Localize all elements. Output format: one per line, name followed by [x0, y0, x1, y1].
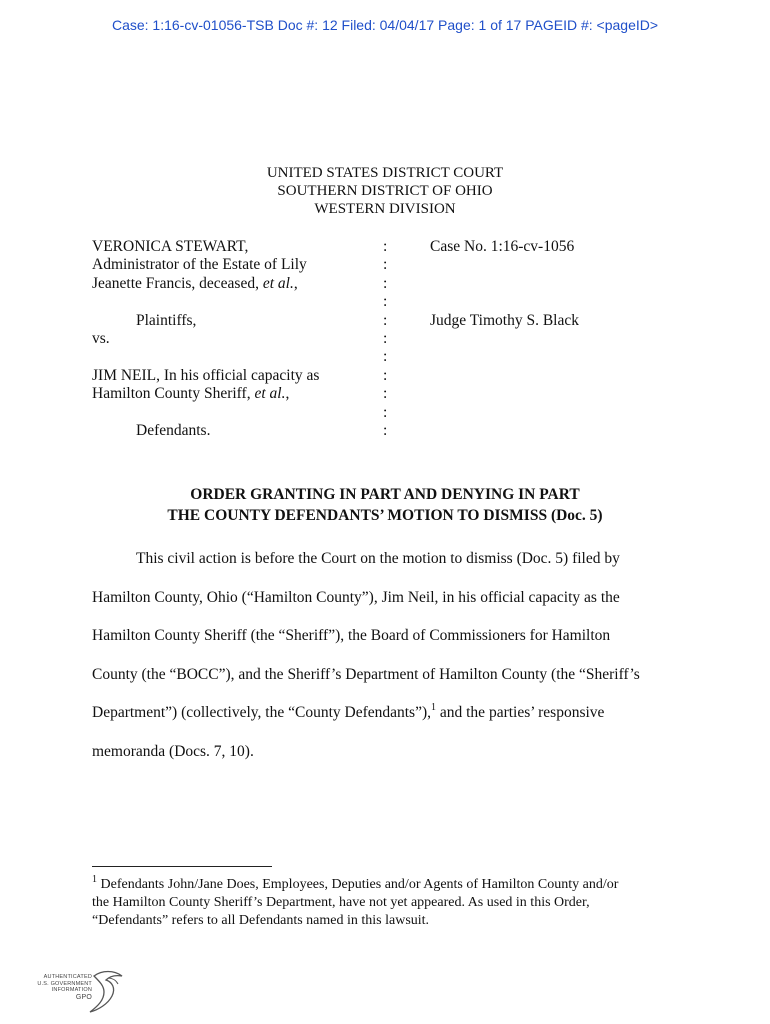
defendant-name: JIM NEIL, In his official capacity as [92, 366, 320, 384]
plaintiff-description-2: Jeanette Francis, deceased, et al., [92, 274, 298, 292]
plaintiffs-label: Plaintiffs, [136, 311, 197, 329]
footnote-divider [92, 866, 272, 867]
plaintiff-description-1: Administrator of the Estate of Lily [92, 256, 307, 274]
defendants-label: Defendants. [136, 422, 211, 440]
order-title: ORDER GRANTING IN PART AND DENYING IN PART THE COUNTY DEFENDANTS’ MOTION TO DISMISS (Doc. 5) [167, 486, 603, 524]
eagle-icon [88, 966, 128, 1016]
versus: vs. [92, 330, 110, 348]
caption-colons: : : : : : : : : : : : [383, 238, 388, 440]
order-body [92, 540, 692, 772]
pacer-header: Case: 1:16-cv-01056-TSB Doc #: 12 Filed: 04/04/17 Page: 1 of 17 PAGEID #: <pageID> [111, 17, 659, 33]
body-line: County (the “BOCC”), and the Sheriff’s Department of Hamilton County (the “Sheriff’s [92, 665, 640, 683]
body-line: memoranda (Docs. 7, 10). [92, 742, 254, 760]
judge-name: Judge Timothy S. Black [430, 311, 579, 329]
plaintiff-name: VERONICA STEWART, [92, 238, 249, 255]
court-district: SOUTHERN DISTRICT OF OHIO [277, 183, 493, 199]
court-heading [0, 164, 770, 218]
footnote-ref: 1 [431, 702, 436, 714]
court-division: WESTERN DIVISION [314, 201, 456, 217]
gpo-authentication-seal: AUTHENTICATED U.S. GOVERNMENT INFORMATION GPO [30, 966, 130, 1016]
footnote: $^1$ Defendants John/Jane Does, Employees, Deputies and/or Agents of Hamilton County and/or the Hamilton County Sheriff’s Department, have not yet appeared. As used in this Order, “Defendants” refers to all Defendants named in this lawsuit. [92, 874, 619, 928]
body-line: Hamilton County Sheriff (the “Sheriff”), the Board of Commissioners for Hamilton [92, 627, 611, 645]
case-number: Case No. 1:16-cv-1056 [430, 238, 575, 255]
defendant-description: Hamilton County Sheriff, et al., [92, 385, 290, 403]
caption-case-info [430, 238, 579, 330]
caption-parties [92, 238, 319, 440]
body-line: Hamilton County, Ohio (“Hamilton County”), Jim Neil, in his official capacity as the [92, 588, 620, 606]
footnote-number: 1 [92, 874, 97, 885]
court-name: UNITED STATES DISTRICT COURT [266, 165, 504, 181]
body-line: This civil action is before the Court on the motion to dismiss (Doc. 5) filed by [136, 550, 620, 567]
body-line: Department”) (collectively, the “County Defendants”),$^1$ and the parties’ responsive [92, 702, 605, 722]
